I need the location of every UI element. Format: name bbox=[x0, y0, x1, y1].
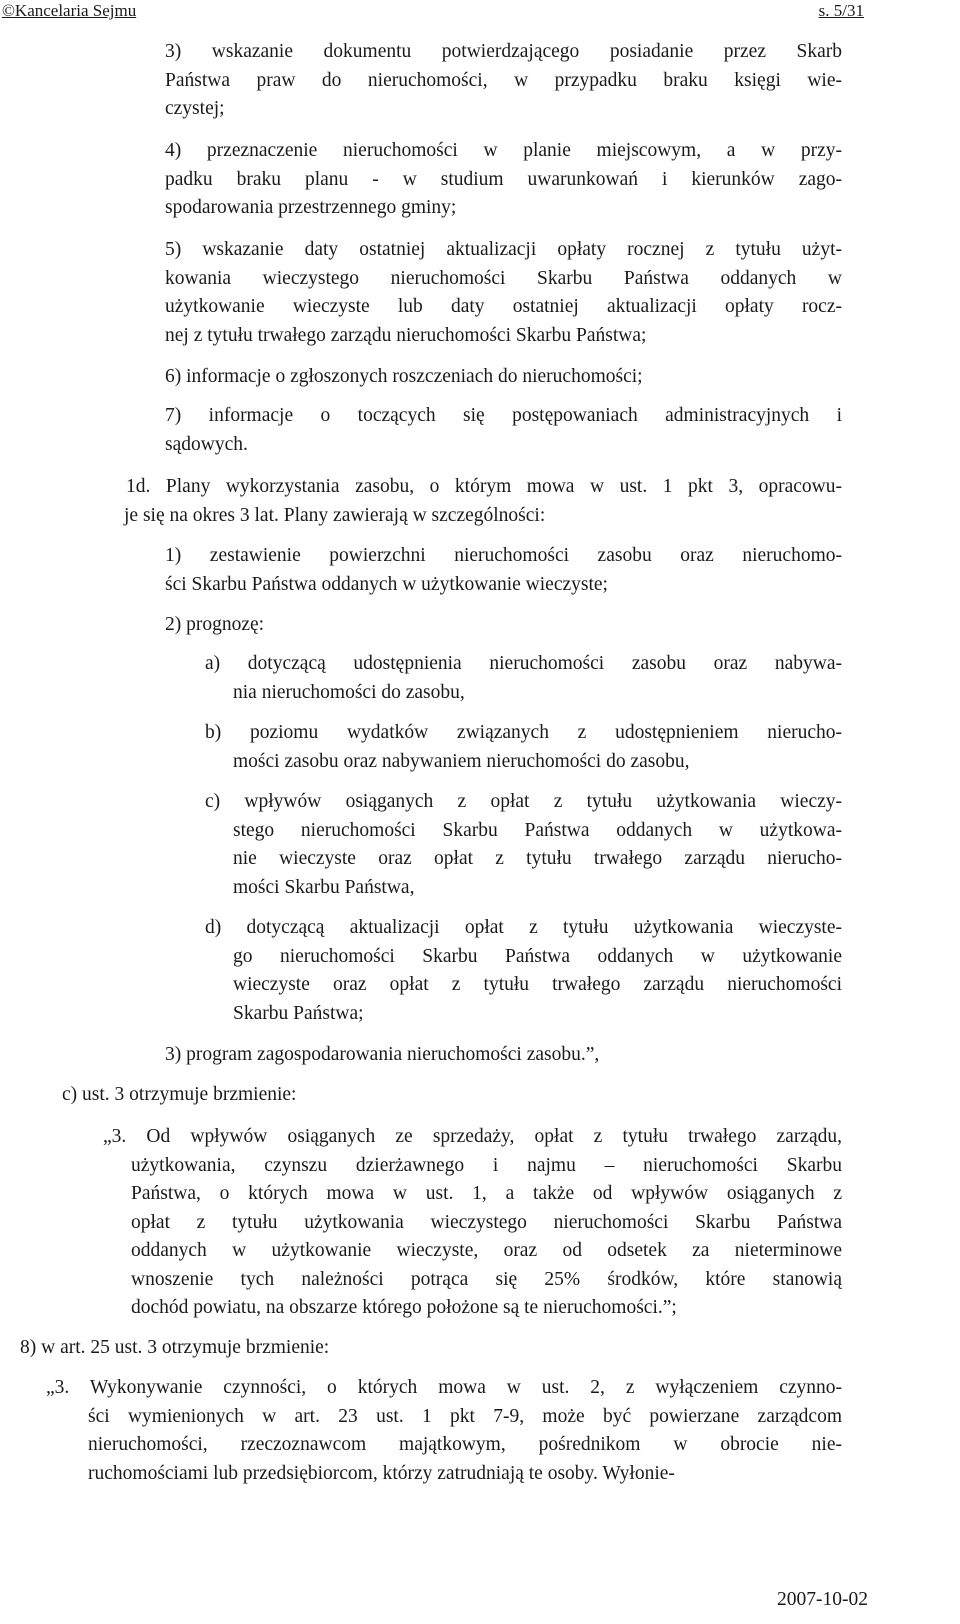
text-line: dochód powiatu, na obszarze którego położone są te nieruchomości.”; bbox=[131, 1297, 677, 1318]
text-line: 3) program zagospodarowania nieruchomości zasobu.”, bbox=[165, 1044, 600, 1065]
list-item-4 bbox=[165, 137, 842, 223]
plan-item-2a bbox=[205, 650, 842, 707]
list-item-6 bbox=[165, 363, 842, 392]
text-line: nie wieczyste oraz opłat z tytułu trwałego zarządu nierucho- bbox=[233, 848, 842, 869]
list-item-5 bbox=[165, 236, 842, 350]
text-line: czystej; bbox=[165, 98, 225, 119]
text-line: go nieruchomości Skarbu Państwa oddanych w użytkowanie bbox=[233, 945, 842, 967]
text-line: 7) informacje o toczących się postępowaniach administracyjnych i bbox=[165, 405, 842, 426]
text-line: c) wpływów osiąganych z opłat z tytułu użytkowania wieczy- bbox=[205, 791, 842, 812]
text-line: 3) wskazanie dokumentu potwierdzającego posiadanie przez Skarb bbox=[165, 41, 842, 62]
document-date: 2007-10-02 bbox=[777, 1589, 868, 1610]
page-number: s. 5/31 bbox=[818, 1, 864, 20]
text-line: sądowych. bbox=[165, 433, 248, 455]
text-line: 1) zestawienie powierzchni nieruchomości zasobu oraz nieruchomo- bbox=[165, 545, 842, 566]
point-8 bbox=[20, 1334, 842, 1363]
plan-item-2d bbox=[205, 914, 842, 1028]
text-line: nej z tytułu trwałego zarządu nieruchomości Skarbu Państwa; bbox=[165, 324, 647, 346]
text-line: 8) w art. 25 ust. 3 otrzymuje brzmienie: bbox=[20, 1337, 330, 1358]
text-line: stego nieruchomości Skarbu Państwa oddanych w użytkowa- bbox=[233, 819, 842, 841]
text-line: 1d. Plany wykorzystania zasobu, o którym mowa w ust. 1 pkt 3, opracowu- bbox=[126, 476, 842, 497]
text-line: „3. Od wpływów osiąganych ze sprzedaży, opłat z tytułu trwałego zarządu, bbox=[103, 1126, 842, 1147]
text-line: ści wymienionych w art. 23 ust. 1 pkt 7-9, może być powierzane zarządcom bbox=[88, 1405, 842, 1427]
text-line: wnoszenie tych należności potrąca się 25% środków, które stanowią bbox=[131, 1268, 842, 1290]
text-line: je się na okres 3 lat. Plany zawierają w szczególności: bbox=[124, 504, 546, 526]
text-line: Skarbu Państwa; bbox=[233, 1002, 364, 1024]
text-line: użytkowania, czynszu dzierżawnego i najmu – nieruchomości Skarbu bbox=[131, 1154, 842, 1176]
text-line: b) poziomu wydatków związanych z udostępnieniem nierucho- bbox=[205, 722, 842, 743]
point-c bbox=[62, 1081, 842, 1110]
text-line: d) dotyczącą aktualizacji opłat z tytułu użytkowania wieczyste- bbox=[205, 917, 842, 938]
text-line: spodarowania przestrzennego gminy; bbox=[165, 197, 457, 218]
text-line: Państwa, o których mowa w ust. 1, a także od wpływów osiąganych z bbox=[131, 1183, 842, 1204]
text-line: 2) prognozę: bbox=[165, 614, 265, 635]
text-line: c) ust. 3 otrzymuje brzmienie: bbox=[62, 1084, 297, 1105]
text-line: a) dotyczącą udostępnienia nieruchomości zasobu oraz nabywa- bbox=[205, 653, 842, 674]
plan-item-1 bbox=[165, 542, 842, 599]
quote-ust-3 bbox=[103, 1123, 842, 1323]
text-line: wieczyste oraz opłat z tytułu trwałego zarządu nieruchomości bbox=[233, 974, 842, 995]
text-line: padku braku planu - w studium uwarunkowań i kierunków zago- bbox=[165, 168, 842, 190]
text-line: mości Skarbu Państwa, bbox=[233, 876, 415, 898]
text-line: nieruchomości, rzeczoznawcom majątkowym, pośrednikom w obrocie nie- bbox=[88, 1434, 842, 1455]
plan-item-2b bbox=[205, 719, 842, 776]
quote-art-25 bbox=[46, 1374, 842, 1488]
text-line: oddanych w użytkowanie wieczyste, oraz od odsetek za nieterminowe bbox=[131, 1240, 842, 1261]
copyright-label: ©Kancelaria Sejmu bbox=[2, 1, 137, 20]
text-line: Państwa praw do nieruchomości, w przypadku braku księgi wie- bbox=[165, 69, 842, 91]
text-line: nia nieruchomości do zasobu, bbox=[233, 681, 465, 703]
text-line: ruchomościami lub przedsiębiorcom, którzy zatrudniają te osoby. Wyłonie- bbox=[88, 1462, 675, 1484]
text-line: opłat z tytułu użytkowania wieczystego nieruchomości Skarbu Państwa bbox=[131, 1211, 842, 1233]
text-line: ści Skarbu Państwa oddanych w użytkowanie wieczyste; bbox=[165, 573, 608, 595]
text-line: „3. Wykonywanie czynności, o których mowa w ust. 2, z wyłączeniem czynno- bbox=[46, 1377, 842, 1398]
text-line: 4) przeznaczenie nieruchomości w planie miejscowym, a w przy- bbox=[165, 140, 842, 161]
text-line: kowania wieczystego nieruchomości Skarbu Państwa oddanych w bbox=[165, 267, 842, 289]
text-line: mości zasobu oraz nabywaniem nieruchomości do zasobu, bbox=[233, 750, 690, 772]
paragraph-1d bbox=[126, 473, 842, 530]
list-item-7 bbox=[165, 402, 842, 459]
plan-item-3 bbox=[165, 1041, 842, 1070]
list-item-3 bbox=[165, 38, 842, 124]
text-line: użytkowanie wieczyste lub daty ostatniej aktualizacji opłaty rocz- bbox=[165, 296, 842, 317]
text-line: 6) informacje o zgłoszonych roszczeniach do nieruchomości; bbox=[165, 366, 643, 387]
plan-item-2c bbox=[205, 788, 842, 902]
plan-item-2 bbox=[165, 611, 842, 640]
text-line: 5) wskazanie daty ostatniej aktualizacji opłaty rocznej z tytułu użyt- bbox=[165, 239, 842, 260]
